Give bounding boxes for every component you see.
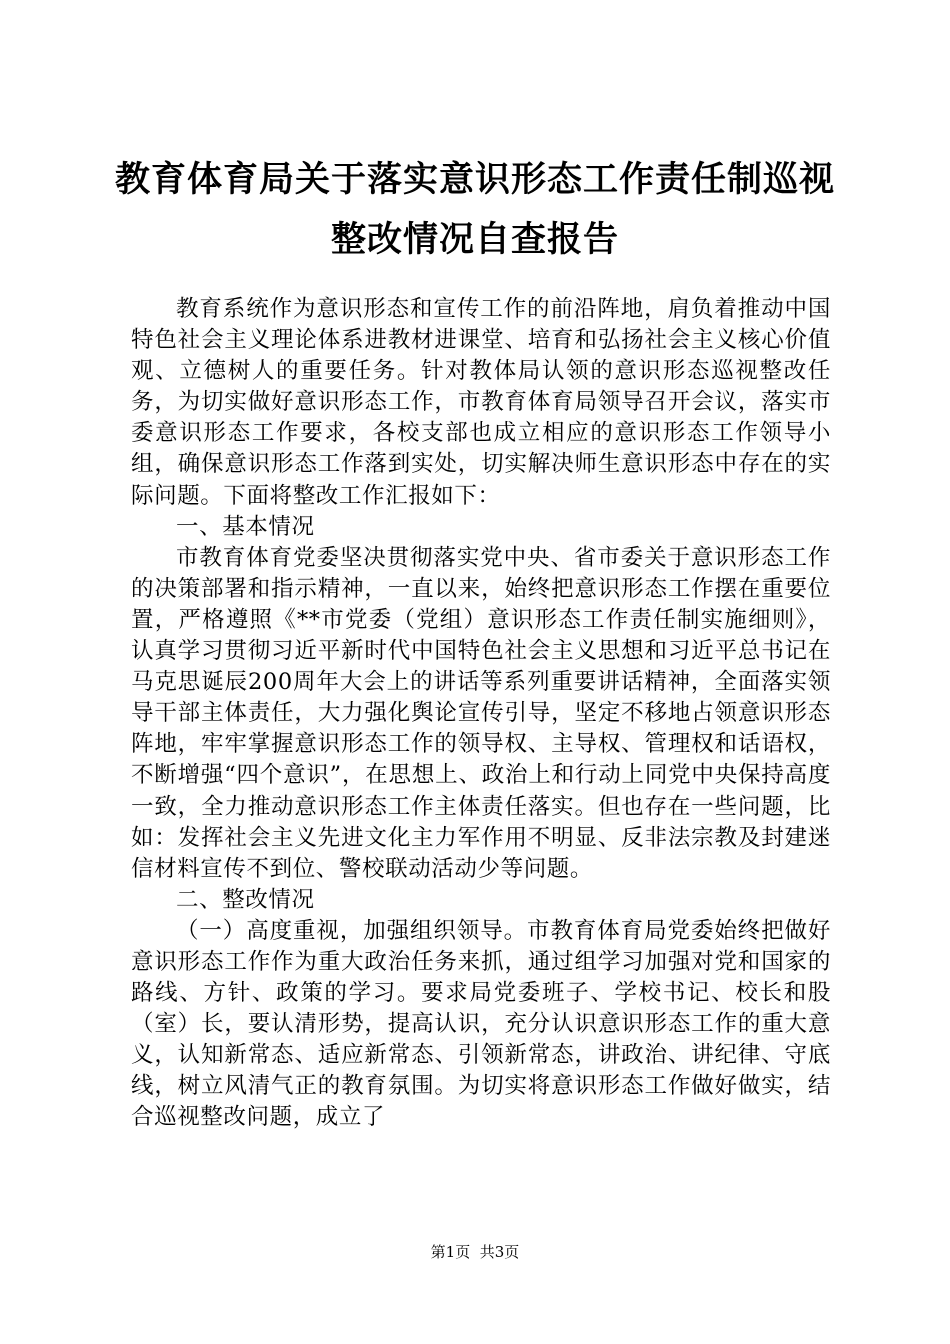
page-total: 共3页 — [479, 1243, 520, 1261]
paragraph-rectification-1: （一）高度重视，加强组织领导。市教育体育局党委始终把做好意识形态工作作为重大政治任务来抓，通过组学习加强对党和国家的路线、方针、政策的学习。要求局党委班子、学校书记、校长和股（室）长，要认清形势，提高认识，充分认识意识形态工作的重大意义，认知新常态、适应新常态、引领新常态，讲政治、讲纪律、守底线，树立风清气正的教育氛围。为切实将意识形态工作做好做实，结合巡视整改问题，成立了 — [131, 917, 831, 1131]
page-number: 第1页 — [430, 1243, 471, 1261]
document-body — [131, 294, 831, 1134]
paragraph-basic-situation: 市教育体育党委坚决贯彻落实党中央、省市委关于意识形态工作的决策部署和指示精神，一直以来，始终把意识形态工作摆在重要位置，严格遵照《**市党委（党组）意识形态工作责任制实施细则》，认真学习贯彻习近平新时代中国特色社会主义思想和习近平总书记在马克思诞辰200周年大会上的讲话等系列重要讲话精神，全面落实领导干部主体责任，大力强化舆论宣传引导，坚定不移地占领意识形态阵地，牢牢掌握意识形态工作的领导权、主导权、管理权和话语权，不断增强“四个意识”，在思想上、政治上和行动上同党中央保持高度一致，全力推动意识形态工作主体责任落实。但也存在一些问题，比如：发挥社会主义先进文化主力军作用不明显、反非法宗教及封建迷信材料宣传不到位、警校联动活动少等问题。 — [131, 544, 831, 882]
document-title-line-1: 教育体育局关于落实意识形态工作责任制巡视 — [114, 160, 835, 200]
page-footer — [0, 1242, 950, 1262]
paragraph-intro: 教育系统作为意识形态和宣传工作的前沿阵地，肩负着推动中国特色社会主义理论体系进教材进课堂、培育和弘扬社会主义核心价值观、立德树人的重要任务。针对教体局认领的意识形态巡视整改任务，为切实做好意识形态工作，市教育体育局领导召开会议，落实市委意识形态工作要求，各校支部也成立相应的意识形态工作领导小组，确保意识形态工作落到实处，切实解决师生意识形态中存在的实际问题。下面将整改工作汇报如下： — [131, 296, 831, 509]
section-heading-rectification: 二、整改情况 — [176, 886, 315, 913]
document-title-line-2: 整改情况自查报告 — [330, 220, 619, 260]
section-heading-basic: 一、基本情况 — [176, 513, 315, 540]
